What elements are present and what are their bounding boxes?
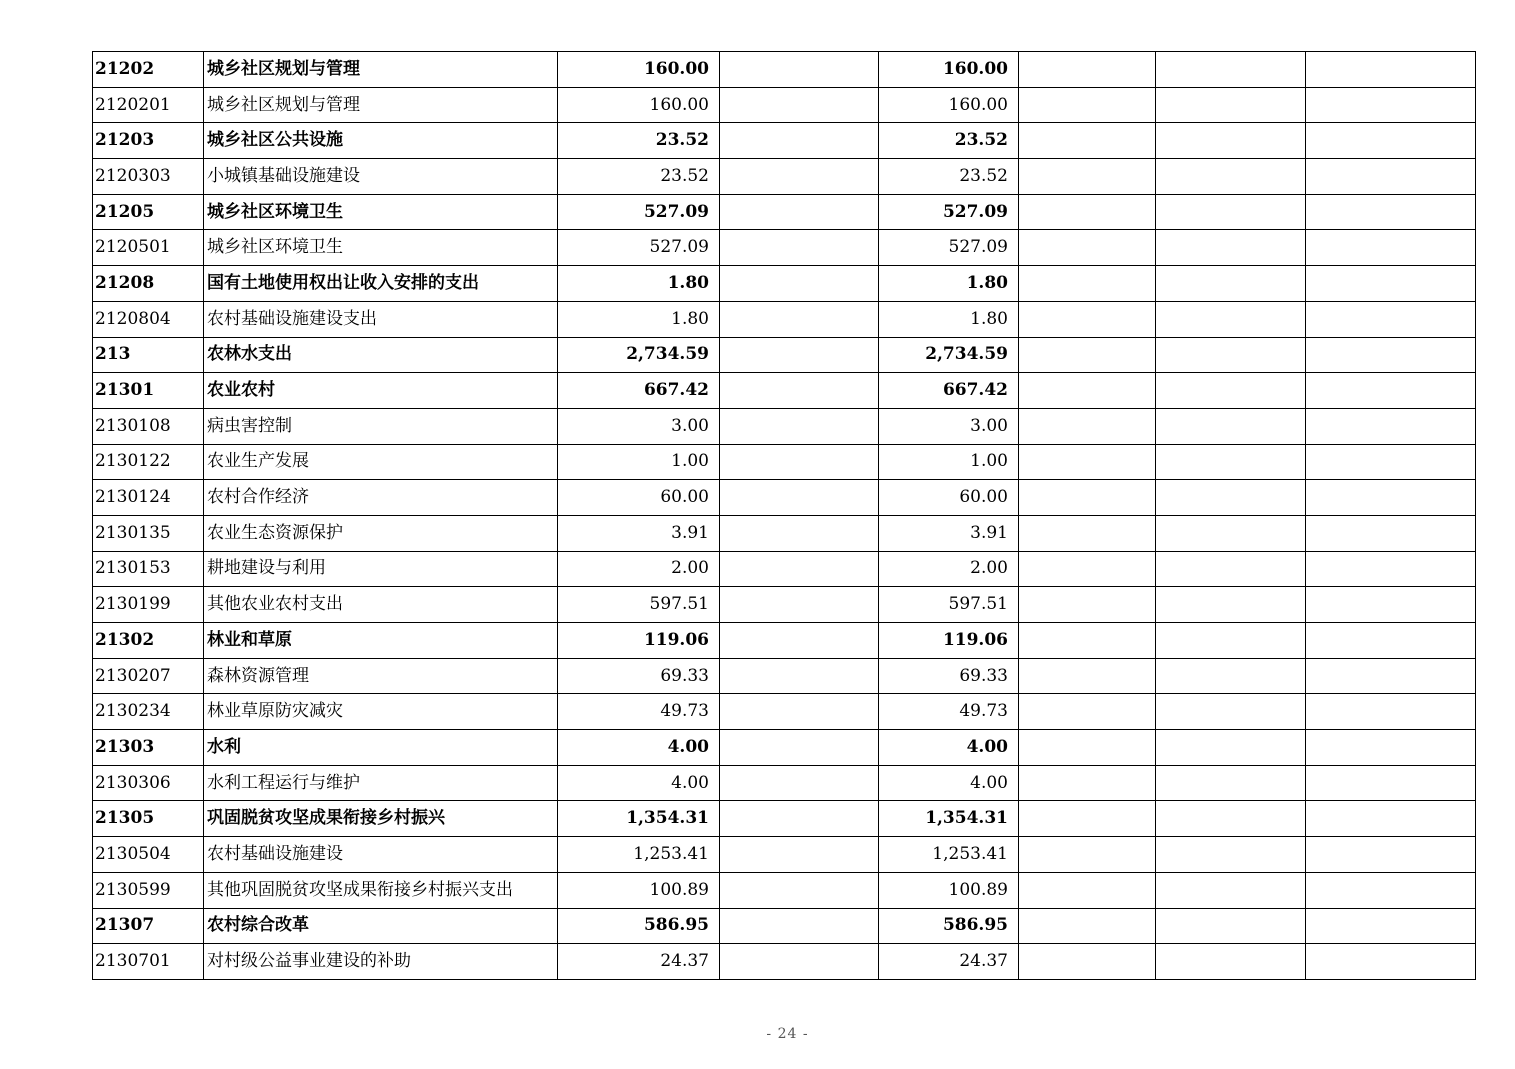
amount-cell-8 [1306,373,1476,409]
amount-cell-4 [720,194,879,230]
amount-cell-7 [1156,480,1306,516]
amount-cell-4 [720,944,879,980]
account-name-cell: 农林水支出 [204,337,558,373]
amount-cell-4 [720,266,879,302]
account-code-cell: 21205 [93,194,204,230]
amount-cell-5: 1.80 [879,301,1019,337]
amount-cell-4 [720,52,879,88]
amount-cell-5: 49.73 [879,694,1019,730]
account-code-cell: 2130124 [93,480,204,516]
table-row [93,408,1476,444]
amount-cell-8 [1306,694,1476,730]
amount-cell-7 [1156,587,1306,623]
table-row [93,337,1476,373]
amount-cell-4 [720,444,879,480]
amount-cell-5: 119.06 [879,623,1019,659]
total-amount-cell: 1.00 [558,444,720,480]
table-row [93,765,1476,801]
table-row [93,123,1476,159]
amount-cell-8 [1306,480,1476,516]
account-name-cell: 国有土地使用权出让收入安排的支出 [204,266,558,302]
amount-cell-8 [1306,301,1476,337]
total-amount-cell: 23.52 [558,159,720,195]
page-number: - 24 - [766,1026,809,1042]
amount-cell-6 [1019,587,1156,623]
account-name-cell: 农村合作经济 [204,480,558,516]
amount-cell-4 [720,623,879,659]
amount-cell-6 [1019,908,1156,944]
total-amount-cell: 597.51 [558,587,720,623]
account-name-cell: 农村基础设施建设支出 [204,301,558,337]
amount-cell-6 [1019,944,1156,980]
account-code-cell: 2130504 [93,837,204,873]
amount-cell-4 [720,587,879,623]
amount-cell-4 [720,373,879,409]
amount-cell-7 [1156,872,1306,908]
amount-cell-5: 586.95 [879,908,1019,944]
amount-cell-4 [720,801,879,837]
table-row [93,730,1476,766]
amount-cell-7 [1156,444,1306,480]
table-row [93,801,1476,837]
amount-cell-7 [1156,801,1306,837]
amount-cell-8 [1306,944,1476,980]
account-code-cell: 2120303 [93,159,204,195]
amount-cell-7 [1156,944,1306,980]
table-row [93,908,1476,944]
amount-cell-4 [720,480,879,516]
table-row [93,623,1476,659]
total-amount-cell: 527.09 [558,230,720,266]
amount-cell-4 [720,872,879,908]
total-amount-cell: 527.09 [558,194,720,230]
account-name-cell: 农业生态资源保护 [204,515,558,551]
amount-cell-4 [720,908,879,944]
amount-cell-7 [1156,515,1306,551]
amount-cell-5: 1.00 [879,444,1019,480]
amount-cell-5: 1.80 [879,266,1019,302]
amount-cell-5: 4.00 [879,765,1019,801]
account-name-cell: 其他农业农村支出 [204,587,558,623]
account-code-cell: 21303 [93,730,204,766]
total-amount-cell: 1.80 [558,266,720,302]
table-row [93,52,1476,88]
amount-cell-8 [1306,266,1476,302]
amount-cell-7 [1156,337,1306,373]
total-amount-cell: 23.52 [558,123,720,159]
amount-cell-6 [1019,444,1156,480]
table-row [93,301,1476,337]
total-amount-cell: 3.91 [558,515,720,551]
table-row [93,159,1476,195]
account-name-cell: 林业和草原 [204,623,558,659]
account-name-cell: 农业生产发展 [204,444,558,480]
amount-cell-6 [1019,837,1156,873]
table-row [93,444,1476,480]
account-name-cell: 城乡社区环境卫生 [204,230,558,266]
account-code-cell: 21203 [93,123,204,159]
amount-cell-7 [1156,408,1306,444]
account-code-cell: 2130108 [93,408,204,444]
amount-cell-5: 527.09 [879,194,1019,230]
account-name-cell: 巩固脱贫攻坚成果衔接乡村振兴 [204,801,558,837]
table-row [93,515,1476,551]
account-name-cell: 农村综合改革 [204,908,558,944]
account-code-cell: 2130135 [93,515,204,551]
amount-cell-6 [1019,623,1156,659]
total-amount-cell: 2.00 [558,551,720,587]
amount-cell-8 [1306,551,1476,587]
account-code-cell: 2130122 [93,444,204,480]
amount-cell-6 [1019,337,1156,373]
table-row [93,551,1476,587]
account-code-cell: 2130234 [93,694,204,730]
total-amount-cell: 1.80 [558,301,720,337]
amount-cell-4 [720,337,879,373]
amount-cell-8 [1306,587,1476,623]
table-row [93,587,1476,623]
account-name-cell: 病虫害控制 [204,408,558,444]
amount-cell-5: 2,734.59 [879,337,1019,373]
amount-cell-8 [1306,123,1476,159]
budget-table [92,51,1476,980]
amount-cell-7 [1156,194,1306,230]
amount-cell-8 [1306,623,1476,659]
amount-cell-4 [720,515,879,551]
amount-cell-8 [1306,230,1476,266]
account-code-cell: 2130701 [93,944,204,980]
amount-cell-4 [720,658,879,694]
total-amount-cell: 2,734.59 [558,337,720,373]
amount-cell-6 [1019,87,1156,123]
amount-cell-6 [1019,52,1156,88]
amount-cell-5: 4.00 [879,730,1019,766]
table-row [93,658,1476,694]
total-amount-cell: 160.00 [558,52,720,88]
account-name-cell: 城乡社区规划与管理 [204,87,558,123]
amount-cell-7 [1156,123,1306,159]
amount-cell-7 [1156,230,1306,266]
total-amount-cell: 4.00 [558,765,720,801]
amount-cell-8 [1306,872,1476,908]
total-amount-cell: 667.42 [558,373,720,409]
amount-cell-7 [1156,373,1306,409]
amount-cell-8 [1306,52,1476,88]
amount-cell-8 [1306,444,1476,480]
account-name-cell: 城乡社区公共设施 [204,123,558,159]
amount-cell-7 [1156,266,1306,302]
total-amount-cell: 69.33 [558,658,720,694]
account-code-cell: 21307 [93,908,204,944]
account-code-cell: 2130207 [93,658,204,694]
amount-cell-8 [1306,515,1476,551]
account-name-cell: 城乡社区环境卫生 [204,194,558,230]
amount-cell-5: 160.00 [879,87,1019,123]
amount-cell-8 [1306,159,1476,195]
amount-cell-7 [1156,908,1306,944]
amount-cell-4 [720,730,879,766]
table-row [93,230,1476,266]
account-code-cell: 2120501 [93,230,204,266]
amount-cell-6 [1019,515,1156,551]
amount-cell-6 [1019,266,1156,302]
table-row [93,944,1476,980]
amount-cell-6 [1019,694,1156,730]
account-code-cell: 21302 [93,623,204,659]
total-amount-cell: 1,354.31 [558,801,720,837]
amount-cell-6 [1019,408,1156,444]
total-amount-cell: 100.89 [558,872,720,908]
total-amount-cell: 586.95 [558,908,720,944]
amount-cell-5: 24.37 [879,944,1019,980]
account-name-cell: 小城镇基础设施建设 [204,159,558,195]
account-code-cell: 2130306 [93,765,204,801]
amount-cell-6 [1019,658,1156,694]
account-code-cell: 2130153 [93,551,204,587]
total-amount-cell: 24.37 [558,944,720,980]
table-row [93,694,1476,730]
amount-cell-7 [1156,837,1306,873]
amount-cell-7 [1156,658,1306,694]
table-row [93,373,1476,409]
amount-cell-6 [1019,730,1156,766]
table-row [93,480,1476,516]
amount-cell-4 [720,551,879,587]
amount-cell-6 [1019,765,1156,801]
amount-cell-8 [1306,837,1476,873]
amount-cell-5: 1,253.41 [879,837,1019,873]
account-name-cell: 农村基础设施建设 [204,837,558,873]
amount-cell-7 [1156,159,1306,195]
amount-cell-4 [720,123,879,159]
account-name-cell: 农业农村 [204,373,558,409]
total-amount-cell: 4.00 [558,730,720,766]
total-amount-cell: 119.06 [558,623,720,659]
total-amount-cell: 3.00 [558,408,720,444]
amount-cell-4 [720,159,879,195]
amount-cell-5: 69.33 [879,658,1019,694]
total-amount-cell: 49.73 [558,694,720,730]
table-row [93,837,1476,873]
amount-cell-8 [1306,730,1476,766]
account-name-cell: 水利 [204,730,558,766]
amount-cell-5: 160.00 [879,52,1019,88]
amount-cell-4 [720,87,879,123]
amount-cell-5: 1,354.31 [879,801,1019,837]
amount-cell-7 [1156,694,1306,730]
amount-cell-8 [1306,87,1476,123]
amount-cell-7 [1156,623,1306,659]
table-row [93,266,1476,302]
amount-cell-8 [1306,337,1476,373]
total-amount-cell: 160.00 [558,87,720,123]
amount-cell-4 [720,230,879,266]
amount-cell-6 [1019,194,1156,230]
account-code-cell: 21208 [93,266,204,302]
account-code-cell: 213 [93,337,204,373]
amount-cell-7 [1156,87,1306,123]
account-code-cell: 21301 [93,373,204,409]
amount-cell-8 [1306,194,1476,230]
table-body [93,52,1476,980]
table-row [93,87,1476,123]
amount-cell-6 [1019,123,1156,159]
account-name-cell: 对村级公益事业建设的补助 [204,944,558,980]
amount-cell-6 [1019,230,1156,266]
amount-cell-7 [1156,52,1306,88]
amount-cell-5: 100.89 [879,872,1019,908]
amount-cell-6 [1019,159,1156,195]
amount-cell-4 [720,694,879,730]
account-code-cell: 2130599 [93,872,204,908]
amount-cell-6 [1019,480,1156,516]
amount-cell-4 [720,765,879,801]
amount-cell-5: 23.52 [879,159,1019,195]
amount-cell-5: 3.91 [879,515,1019,551]
account-code-cell: 2120804 [93,301,204,337]
amount-cell-7 [1156,551,1306,587]
amount-cell-5: 667.42 [879,373,1019,409]
amount-cell-4 [720,837,879,873]
amount-cell-8 [1306,801,1476,837]
amount-cell-4 [720,408,879,444]
account-code-cell: 21305 [93,801,204,837]
total-amount-cell: 1,253.41 [558,837,720,873]
account-name-cell: 水利工程运行与维护 [204,765,558,801]
amount-cell-8 [1306,408,1476,444]
amount-cell-6 [1019,301,1156,337]
account-code-cell: 2130199 [93,587,204,623]
amount-cell-6 [1019,551,1156,587]
amount-cell-5: 527.09 [879,230,1019,266]
amount-cell-5: 2.00 [879,551,1019,587]
account-name-cell: 林业草原防灾减灾 [204,694,558,730]
table-row [93,872,1476,908]
amount-cell-7 [1156,301,1306,337]
account-code-cell: 21202 [93,52,204,88]
account-name-cell: 其他巩固脱贫攻坚成果衔接乡村振兴支出 [204,872,558,908]
amount-cell-5: 60.00 [879,480,1019,516]
amount-cell-8 [1306,658,1476,694]
account-name-cell: 森林资源管理 [204,658,558,694]
amount-cell-8 [1306,765,1476,801]
account-code-cell: 2120201 [93,87,204,123]
amount-cell-4 [720,301,879,337]
amount-cell-5: 597.51 [879,587,1019,623]
amount-cell-7 [1156,765,1306,801]
amount-cell-5: 23.52 [879,123,1019,159]
amount-cell-6 [1019,872,1156,908]
amount-cell-6 [1019,801,1156,837]
amount-cell-7 [1156,730,1306,766]
total-amount-cell: 60.00 [558,480,720,516]
account-name-cell: 耕地建设与利用 [204,551,558,587]
amount-cell-6 [1019,373,1156,409]
amount-cell-8 [1306,908,1476,944]
amount-cell-5: 3.00 [879,408,1019,444]
table-row [93,194,1476,230]
account-name-cell: 城乡社区规划与管理 [204,52,558,88]
